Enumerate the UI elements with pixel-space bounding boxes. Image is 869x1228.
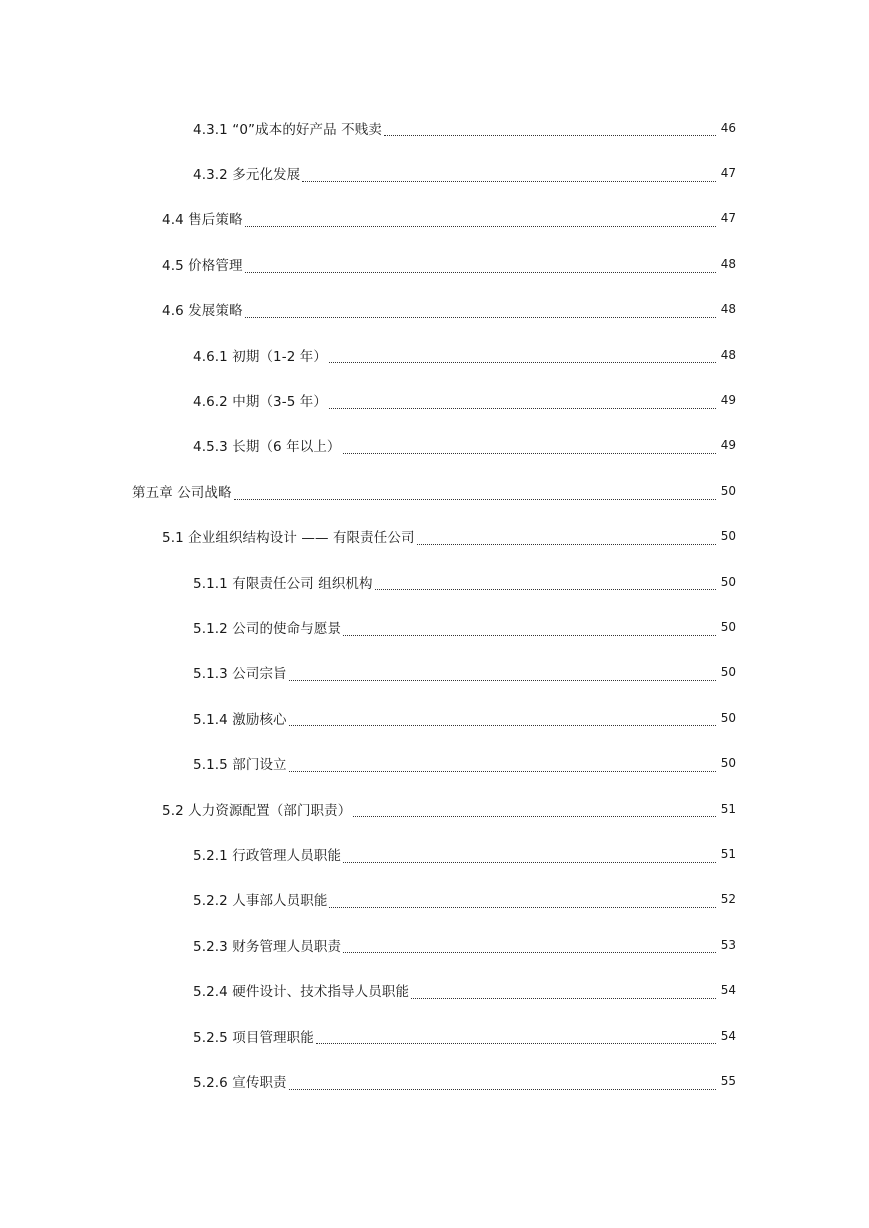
toc-entry-page-number: 51 — [720, 801, 736, 816]
toc-entry[interactable] — [0, 695, 869, 740]
toc-entry-page-number: 50 — [720, 619, 736, 634]
toc-dot-leader — [411, 997, 716, 999]
toc-entry-page-number: 50 — [720, 574, 736, 589]
toc-dot-leader — [329, 361, 716, 363]
toc-entry-title: 4.5 价格管理 — [162, 257, 243, 274]
toc-entry[interactable] — [0, 922, 869, 967]
toc-entry[interactable] — [0, 105, 869, 150]
toc-dot-leader — [245, 225, 716, 227]
toc-entry-title: 5.1.2 公司的使命与愿景 — [193, 620, 342, 637]
toc-entry[interactable] — [0, 877, 869, 922]
toc-entry[interactable] — [0, 967, 869, 1012]
toc-entry-title: 5.2.1 行政管理人员职能 — [193, 847, 342, 864]
toc-entry-page-number: 47 — [720, 166, 736, 181]
toc-entry-page-number: 50 — [720, 529, 736, 544]
toc-dot-leader — [245, 271, 716, 273]
toc-entry-title: 4.6.1 初期（1-2 年） — [193, 348, 327, 365]
table-of-contents — [0, 105, 869, 1104]
toc-entry-page-number: 55 — [720, 1073, 736, 1088]
toc-entry[interactable] — [0, 786, 869, 831]
toc-dot-leader — [384, 134, 716, 136]
toc-dot-leader — [289, 724, 716, 726]
toc-dot-leader — [343, 951, 716, 953]
toc-entry-page-number: 48 — [720, 256, 736, 271]
toc-entry-title: 第五章 公司战略 — [132, 484, 232, 501]
toc-entry[interactable] — [0, 831, 869, 876]
toc-entry[interactable] — [0, 150, 869, 195]
toc-dot-leader — [343, 861, 716, 863]
toc-entry-title: 5.1.5 部门设立 — [193, 757, 287, 774]
toc-entry-title: 4.4 售后策略 — [162, 212, 243, 229]
toc-entry[interactable] — [0, 287, 869, 332]
toc-entry-page-number: 49 — [720, 393, 736, 408]
toc-entry-title: 4.3.1 “0”成本的好产品 不贱卖 — [193, 121, 382, 138]
toc-dot-leader — [245, 316, 716, 318]
toc-entry-title: 5.1.3 公司宗旨 — [193, 666, 287, 683]
toc-entry[interactable] — [0, 241, 869, 286]
toc-entry[interactable] — [0, 514, 869, 559]
toc-entry-page-number: 54 — [720, 1028, 736, 1043]
toc-entry-title: 4.3.2 多元化发展 — [193, 167, 301, 184]
toc-entry[interactable] — [0, 1058, 869, 1103]
toc-entry-title: 5.1 企业组织结构设计 —— 有限责任公司 — [162, 530, 415, 547]
toc-dot-leader — [289, 1088, 716, 1090]
toc-entry-title: 4.6 发展策略 — [162, 303, 243, 320]
toc-entry[interactable] — [0, 604, 869, 649]
toc-dot-leader — [289, 679, 716, 681]
toc-entry-title: 5.2.6 宣传职责 — [193, 1074, 287, 1091]
toc-entry[interactable] — [0, 377, 869, 422]
toc-dot-leader — [316, 1042, 716, 1044]
toc-entry-title: 5.2.5 项目管理职能 — [193, 1029, 314, 1046]
toc-entry-title: 5.1.1 有限责任公司 组织机构 — [193, 575, 373, 592]
toc-dot-leader — [329, 407, 716, 409]
toc-entry-title: 5.2.4 硬件设计、技术指导人员职能 — [193, 984, 410, 1001]
toc-dot-leader — [289, 770, 716, 772]
toc-entry[interactable] — [0, 650, 869, 695]
toc-entry[interactable] — [0, 196, 869, 241]
toc-entry-page-number: 50 — [720, 665, 736, 680]
toc-entry-page-number: 46 — [720, 120, 736, 135]
toc-entry[interactable] — [0, 740, 869, 785]
toc-entry-page-number: 49 — [720, 438, 736, 453]
toc-entry-page-number: 52 — [720, 892, 736, 907]
toc-entry[interactable] — [0, 423, 869, 468]
toc-entry-page-number: 50 — [720, 483, 736, 498]
toc-entry-title: 5.2.2 人事部人员职能 — [193, 893, 328, 910]
toc-entry-title: 5.1.4 激励核心 — [193, 711, 287, 728]
toc-entry-page-number: 48 — [720, 302, 736, 317]
toc-entry[interactable] — [0, 468, 869, 513]
toc-dot-leader — [329, 906, 716, 908]
toc-entry-page-number: 47 — [720, 211, 736, 226]
toc-dot-leader — [302, 180, 716, 182]
toc-entry[interactable] — [0, 559, 869, 604]
toc-entry-page-number: 48 — [720, 347, 736, 362]
toc-entry[interactable] — [0, 1013, 869, 1058]
toc-dot-leader — [417, 543, 716, 545]
toc-entry-title: 5.2.3 财务管理人员职责 — [193, 938, 342, 955]
toc-entry-title: 4.5.3 长期（6 年以上） — [193, 439, 341, 456]
toc-entry-page-number: 53 — [720, 937, 736, 952]
toc-dot-leader — [343, 452, 716, 454]
toc-entry-title: 5.2 人力资源配置（部门职责） — [162, 802, 352, 819]
toc-dot-leader — [343, 634, 716, 636]
toc-dot-leader — [234, 498, 716, 500]
toc-entry[interactable] — [0, 332, 869, 377]
toc-dot-leader — [375, 588, 716, 590]
toc-entry-page-number: 50 — [720, 710, 736, 725]
toc-entry-page-number: 51 — [720, 846, 736, 861]
toc-entry-page-number: 54 — [720, 983, 736, 998]
toc-dot-leader — [353, 815, 716, 817]
toc-entry-page-number: 50 — [720, 756, 736, 771]
toc-entry-title: 4.6.2 中期（3-5 年） — [193, 394, 327, 411]
